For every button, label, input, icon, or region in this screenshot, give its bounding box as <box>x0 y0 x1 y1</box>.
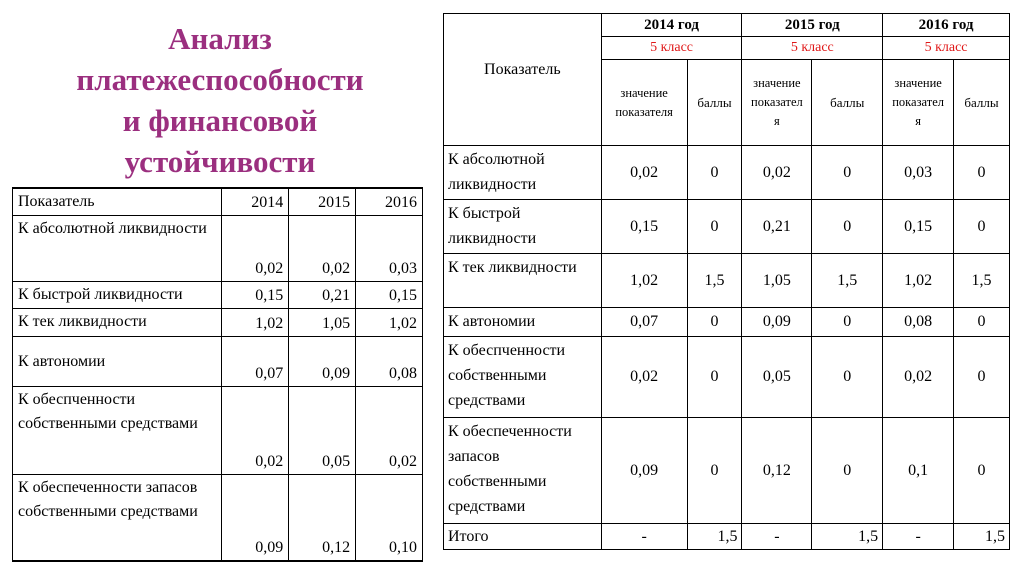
cell-value: 0,21 <box>742 200 812 254</box>
cell-value: 0,15 <box>356 282 423 309</box>
cell-score: 0 <box>954 308 1010 337</box>
cell-value: 0,15 <box>222 282 289 309</box>
cell-value: - <box>742 524 812 550</box>
cell-score: 1,5 <box>687 524 742 550</box>
cell-value: 0,1 <box>883 418 954 524</box>
cell-score: 1,5 <box>954 254 1010 308</box>
cell-value: 0,09 <box>222 475 289 561</box>
cell-value: 1,02 <box>601 254 687 308</box>
cell-value: 0,15 <box>883 200 954 254</box>
cell-value: 1,02 <box>356 309 423 337</box>
cell-score: 0 <box>812 308 883 337</box>
row-label: Итого <box>444 524 602 550</box>
row-label: К обеспченности собственными средствами <box>444 337 602 418</box>
title-line-2: платежеспособности <box>76 62 364 97</box>
cell-score: 0 <box>812 200 883 254</box>
cell-value: 0,15 <box>601 200 687 254</box>
cell-value: 0,07 <box>222 337 289 387</box>
class-label: 5 класс <box>883 37 1010 60</box>
title-line-4: устойчивости <box>124 144 316 179</box>
cell-value: 0,05 <box>289 387 356 475</box>
cell-score: 0 <box>687 418 742 524</box>
table-row <box>13 282 423 309</box>
cell-value: 0,02 <box>601 146 687 200</box>
table-row <box>444 254 1010 308</box>
cell-value: 0,02 <box>222 216 289 282</box>
row-label: К автономии <box>13 337 222 387</box>
table-row <box>444 337 1010 418</box>
cell-value: 0,09 <box>742 308 812 337</box>
slide-title <box>30 18 410 182</box>
table-row <box>13 216 423 282</box>
summary-table <box>12 187 423 562</box>
table-row <box>444 146 1010 200</box>
header-indicator: Показатель <box>444 14 602 146</box>
cell-score: 1,5 <box>954 524 1010 550</box>
table-row <box>444 200 1010 254</box>
table-row <box>444 418 1010 524</box>
table-row <box>444 308 1010 337</box>
cell-score: 0 <box>687 200 742 254</box>
scoring-table <box>443 13 1010 550</box>
total-row <box>444 524 1010 550</box>
cell-score: 0 <box>812 146 883 200</box>
cell-value: 0,05 <box>742 337 812 418</box>
header-year: 2014 год <box>601 14 742 37</box>
header-score: баллы <box>687 60 742 146</box>
cell-value: 0,07 <box>601 308 687 337</box>
cell-score: 0 <box>954 418 1010 524</box>
row-label: К обеспеченности запасов собственными средствами <box>444 418 602 524</box>
class-label: 5 класс <box>742 37 883 60</box>
cell-score: 1,5 <box>687 254 742 308</box>
cell-value: 1,02 <box>883 254 954 308</box>
row-label: К автономии <box>444 308 602 337</box>
cell-value: 0,03 <box>356 216 423 282</box>
cell-value: 0,21 <box>289 282 356 309</box>
table-row <box>13 387 423 475</box>
row-label: К быстрой ликвидности <box>13 282 222 309</box>
class-label: 5 класс <box>601 37 742 60</box>
cell-score: 0 <box>954 146 1010 200</box>
row-label: К абсолютной ликвидности <box>444 146 602 200</box>
cell-value: 0,08 <box>356 337 423 387</box>
header-year: 2016 <box>356 188 423 216</box>
cell-value: 1,02 <box>222 309 289 337</box>
header-score: баллы <box>954 60 1010 146</box>
cell-value: 0,09 <box>601 418 687 524</box>
header-year: 2015 <box>289 188 356 216</box>
cell-score: 0 <box>687 308 742 337</box>
table-row <box>13 309 423 337</box>
header-year: 2014 <box>222 188 289 216</box>
cell-value: 1,05 <box>289 309 356 337</box>
cell-value: - <box>883 524 954 550</box>
header-indicator: Показатель <box>13 188 222 216</box>
row-label: К тек ликвидности <box>13 309 222 337</box>
header-score: баллы <box>812 60 883 146</box>
table-row <box>13 475 423 561</box>
cell-value: 0,12 <box>742 418 812 524</box>
cell-value: 0,02 <box>601 337 687 418</box>
header-year: 2016 год <box>883 14 1010 37</box>
cell-score: 0 <box>812 337 883 418</box>
row-label: К быстрой ликвидности <box>444 200 602 254</box>
row-label: К тек ликвидности <box>444 254 602 308</box>
cell-score: 1,5 <box>812 254 883 308</box>
cell-value: 0,02 <box>883 337 954 418</box>
cell-value: 0,09 <box>289 337 356 387</box>
header-value: значение показател я <box>742 60 812 146</box>
row-label: К обеспченности собственными средствами <box>13 387 222 475</box>
header-year: 2015 год <box>742 14 883 37</box>
year-header-row <box>444 14 1010 37</box>
cell-value: 0,03 <box>883 146 954 200</box>
cell-score: 0 <box>687 146 742 200</box>
title-line-3: и финансовой <box>122 103 318 138</box>
cell-value: 0,12 <box>289 475 356 561</box>
cell-value: 0,02 <box>356 387 423 475</box>
row-label: К абсолютной ликвидности <box>13 216 222 282</box>
cell-value: 0,10 <box>356 475 423 561</box>
cell-value: 0,02 <box>222 387 289 475</box>
cell-score: 0 <box>687 337 742 418</box>
table-header-row <box>13 188 423 216</box>
row-label: К обеспеченности запасов собственными средствами <box>13 475 222 561</box>
cell-value: 0,02 <box>289 216 356 282</box>
cell-value: 0,08 <box>883 308 954 337</box>
cell-score: 0 <box>954 200 1010 254</box>
cell-score: 0 <box>812 418 883 524</box>
table-row <box>13 337 423 387</box>
cell-score: 1,5 <box>812 524 883 550</box>
title-line-1: Анализ <box>168 21 272 56</box>
header-value: значение показател я <box>883 60 954 146</box>
cell-value: 1,05 <box>742 254 812 308</box>
cell-score: 0 <box>954 337 1010 418</box>
cell-value: - <box>601 524 687 550</box>
header-value: значение показателя <box>601 60 687 146</box>
cell-value: 0,02 <box>742 146 812 200</box>
